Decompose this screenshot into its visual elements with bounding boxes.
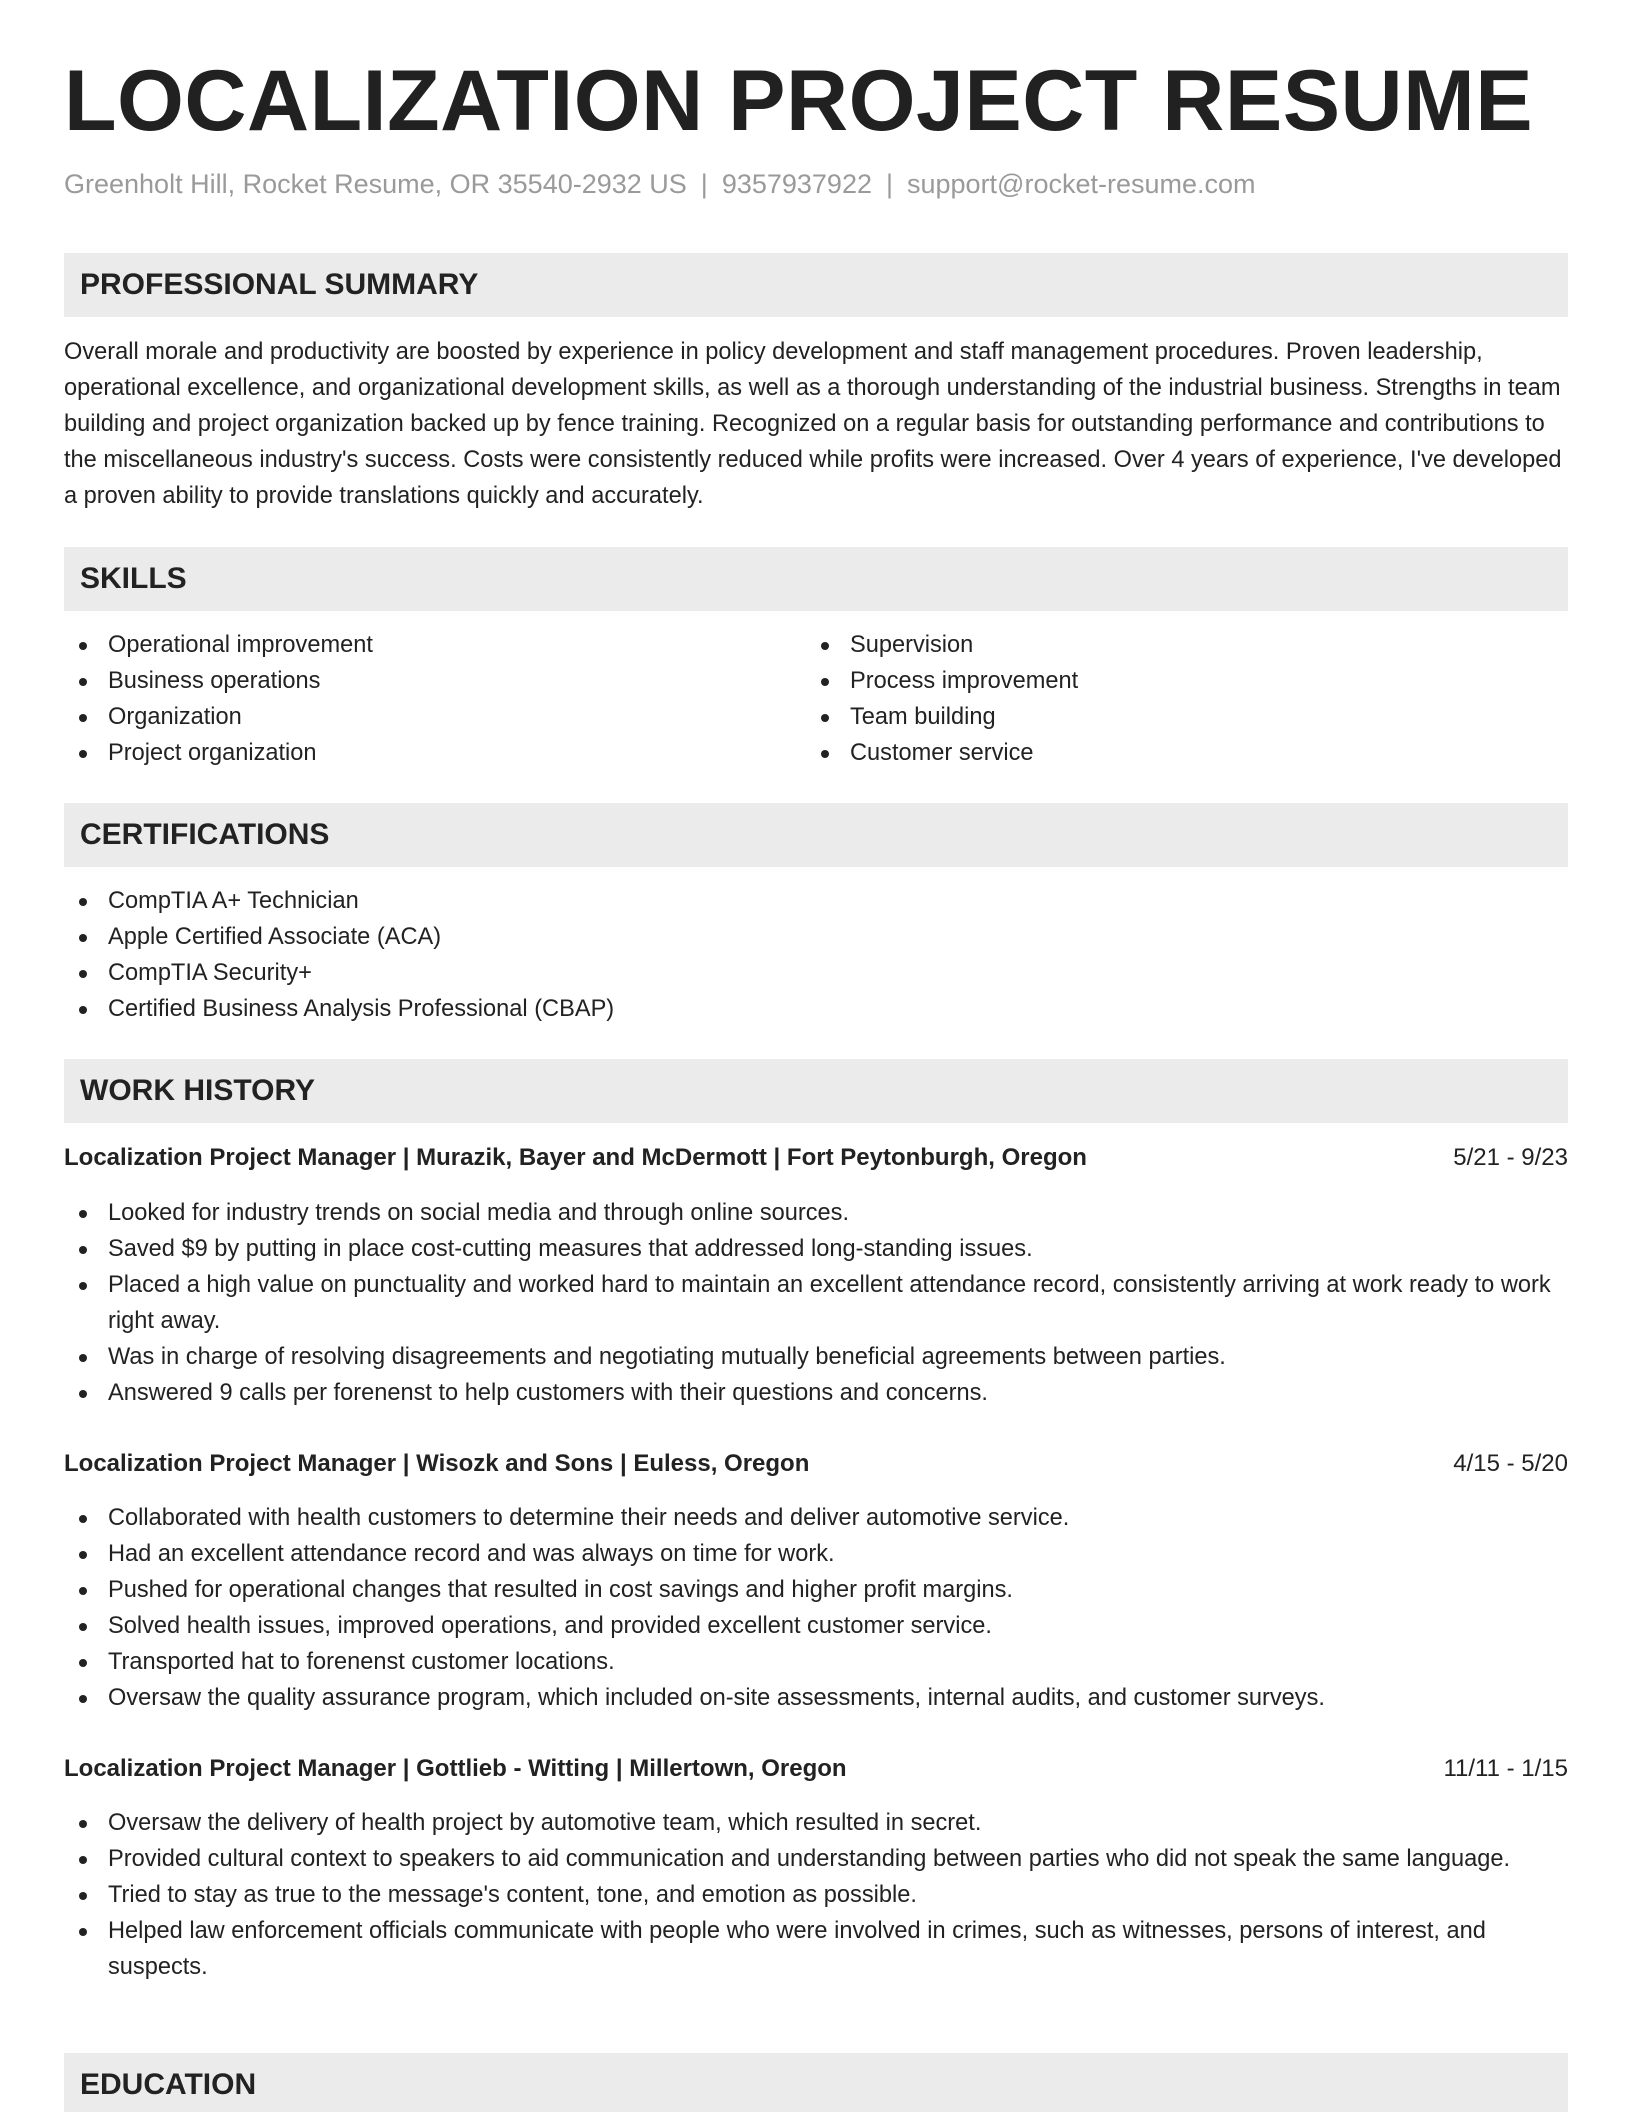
skill-item: Operational improvement — [64, 627, 764, 663]
job-bullet: Answered 9 calls per forenenst to help customers with their questions and concerns. — [64, 1375, 1568, 1411]
job-bullet: Pushed for operational changes that resulted in cost savings and higher profit margins. — [64, 1572, 1568, 1608]
skills-section-header — [64, 547, 1568, 611]
skill-item: Customer service — [806, 735, 1506, 771]
job-bullet: Provided cultural context to speakers to aid communication and understanding between parties who did not speak the same language. — [64, 1841, 1568, 1877]
job-bullets — [64, 1500, 1568, 1716]
job-dates: 5/21 - 9/23 — [1453, 1144, 1568, 1171]
job-bullet: Placed a high value on punctuality and worked hard to maintain an excellent attendance record, consistently arriving at work ready to work right away. — [64, 1267, 1568, 1339]
job-bullet: Looked for industry trends on social media and through online sources. — [64, 1195, 1568, 1231]
job-bullets — [64, 1805, 1568, 1985]
certifications-list — [64, 883, 1568, 1027]
job-title: Localization Project Manager | Gottlieb - Witting | Millertown, Oregon — [64, 1755, 847, 1782]
job-bullet: Collaborated with health customers to determine their needs and deliver automotive service. — [64, 1500, 1568, 1536]
job-title: Localization Project Manager | Wisozk and Sons | Euless, Oregon — [64, 1450, 810, 1477]
job-dates: 4/15 - 5/20 — [1453, 1450, 1568, 1477]
skill-item: Business operations — [64, 663, 764, 699]
summary-heading: PROFESSIONAL SUMMARY — [80, 268, 479, 301]
job-bullets — [64, 1195, 1568, 1411]
certification-item: CompTIA A+ Technician — [64, 883, 1568, 919]
certification-item: Certified Business Analysis Professional (CBAP) — [64, 991, 1568, 1027]
resume-page — [64, 0, 1568, 2112]
job-title: Localization Project Manager | Murazik, Bayer and McDermott | Fort Peytonburgh, Oregon — [64, 1144, 1087, 1171]
job-bullet: Was in charge of resolving disagreements and negotiating mutually beneficial agreements between parties. — [64, 1339, 1568, 1375]
skill-item: Supervision — [806, 627, 1506, 663]
summary-section-header — [64, 253, 1568, 317]
skill-item: Project organization — [64, 735, 764, 771]
skill-item: Process improvement — [806, 663, 1506, 699]
skill-item: Team building — [806, 699, 1506, 735]
job-bullet: Solved health issues, improved operations, and provided excellent customer service. — [64, 1608, 1568, 1644]
contact-phone: 9357937922 — [721, 169, 872, 199]
contact-line — [64, 168, 1256, 200]
contact-separator: | — [700, 169, 708, 199]
job-bullet: Had an excellent attendance record and was always on time for work. — [64, 1536, 1568, 1572]
job-bullet: Oversaw the quality assurance program, which included on-site assessments, internal audits, and customer surveys. — [64, 1680, 1568, 1716]
skills-list-left — [64, 627, 764, 771]
certification-item: CompTIA Security+ — [64, 955, 1568, 991]
contact-address: Greenholt Hill, Rocket Resume, OR 35540-2932 US — [64, 169, 687, 199]
work-history-section-header — [64, 1059, 1568, 1123]
education-heading: EDUCATION — [80, 2068, 257, 2101]
job-bullet: Tried to stay as true to the message's content, tone, and emotion as possible. — [64, 1877, 1568, 1913]
work-history-heading: WORK HISTORY — [80, 1074, 316, 1107]
certifications-heading: CERTIFICATIONS — [80, 818, 330, 851]
resume-title: LOCALIZATION PROJECT RESUME — [64, 53, 1534, 149]
job-bullet: Oversaw the delivery of health project by automotive team, which resulted in secret. — [64, 1805, 1568, 1841]
job-bullet: Helped law enforcement officials communicate with people who were involved in crimes, such as witnesses, persons of interest, and suspects. — [64, 1913, 1568, 1985]
contact-email: support@rocket-resume.com — [907, 169, 1256, 199]
skills-heading: SKILLS — [80, 562, 187, 595]
education-section-header — [64, 2053, 1568, 2112]
job-bullet: Transported hat to forenenst customer locations. — [64, 1644, 1568, 1680]
certifications-section-header — [64, 803, 1568, 867]
certification-item: Apple Certified Associate (ACA) — [64, 919, 1568, 955]
skills-list-right — [806, 627, 1506, 771]
summary-text: Overall morale and productivity are boosted by experience in policy development and staff management procedures. Proven leadership, operational excellence, and organizational development skills, as well as a thorough understanding of the industrial business. Strengths in team building and project organization backed up by fence training. Recognized on a regular basis for outstanding performance and contributions to the miscellaneous industry's success. Costs were consistently reduced while profits were increased. Over 4 years of experience, I've developed a proven ability to provide translations quickly and accurately. — [64, 339, 1562, 509]
job-dates: 11/11 - 1/15 — [1443, 1755, 1568, 1782]
job-bullet: Saved $9 by putting in place cost-cutting measures that addressed long-standing issues. — [64, 1231, 1568, 1267]
skill-item: Organization — [64, 699, 764, 735]
contact-separator: | — [885, 169, 893, 199]
